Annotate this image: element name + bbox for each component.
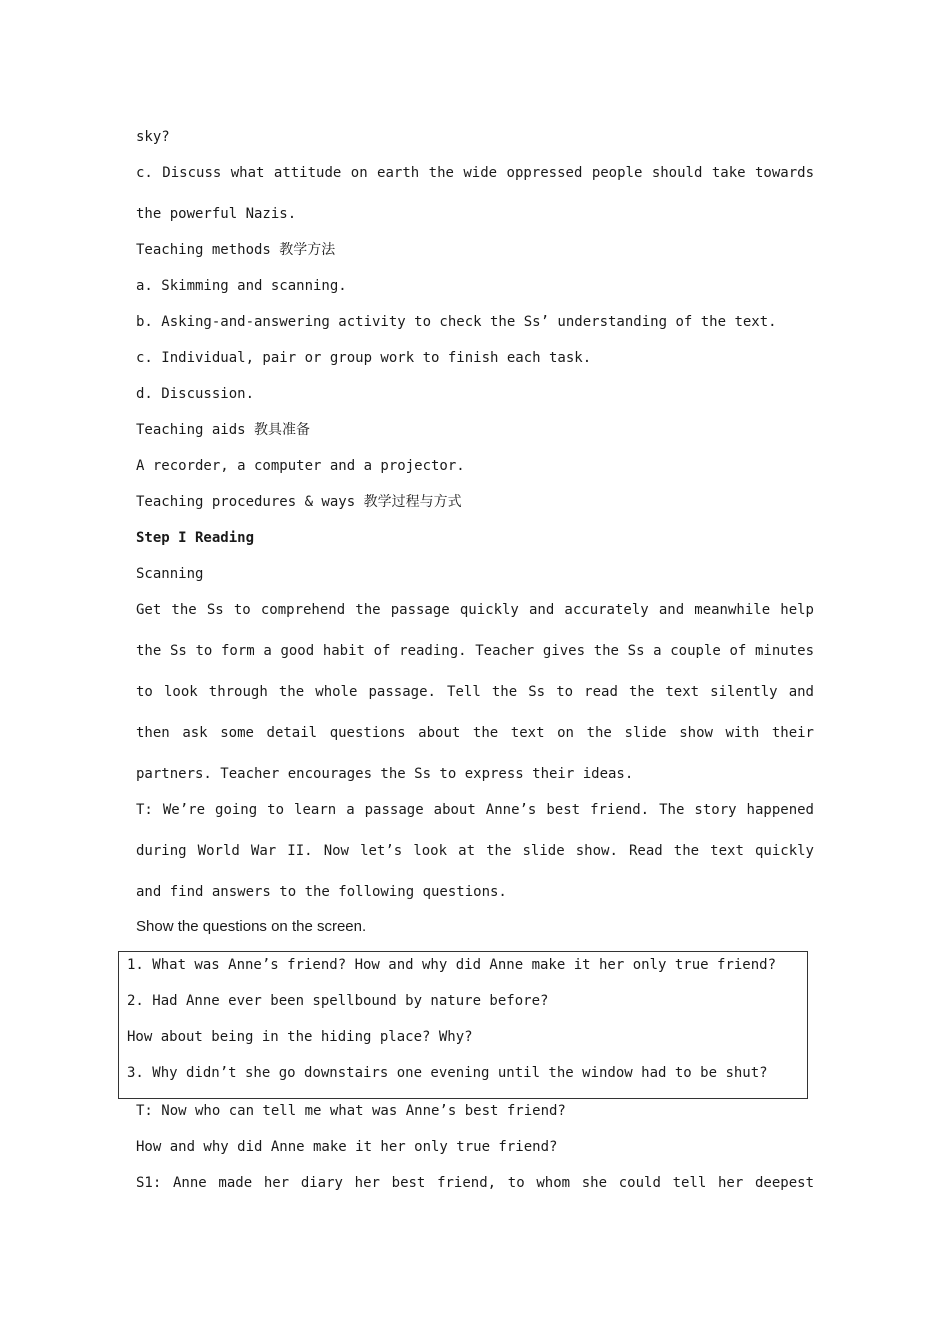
list-item: a. Skimming and scanning.: [136, 278, 347, 294]
text-line: the Ss to form a good habit of reading. Teacher gives the Ss a couple of minutes: [136, 643, 814, 659]
section-heading: Teaching aids 教具准备: [136, 422, 311, 438]
text-line: S1: Anne made her diary her best friend, to whom she could tell her deepest: [136, 1175, 814, 1191]
text-line: then ask some detail questions about the text on the slide show with their: [136, 725, 814, 741]
text-line: c. Discuss what attitude on earth the wide oppressed people should take towards: [136, 165, 814, 181]
subheading: Scanning: [136, 566, 204, 582]
text-line: T: We’re going to learn a passage about Anne’s best friend. The story happened: [136, 802, 814, 818]
text-line: during World War II. Now let’s look at the slide show. Read the text quickly: [136, 843, 814, 859]
list-item: d. Discussion.: [136, 386, 255, 402]
text-line: A recorder, a computer and a projector.: [136, 458, 465, 474]
instruction-line: Show the questions on the screen.: [136, 918, 367, 935]
text-line: sky?: [136, 129, 170, 145]
section-heading: Teaching methods 教学方法: [136, 242, 336, 258]
question-item: How about being in the hiding place? Why?: [127, 1029, 473, 1045]
section-heading: Teaching procedures & ways 教学过程与方式: [136, 494, 462, 510]
text-line: Get the Ss to comprehend the passage quickly and accurately and meanwhile help: [136, 602, 814, 618]
text-line: partners. Teacher encourages the Ss to express their ideas.: [136, 766, 634, 782]
text-line: T: Now who can tell me what was Anne’s best friend?: [136, 1103, 566, 1119]
list-item: c. Individual, pair or group work to finish each task.: [136, 350, 592, 366]
question-item: 1. What was Anne’s friend? How and why did Anne make it her only true friend?: [127, 957, 777, 973]
text-line: and find answers to the following questions.: [136, 884, 507, 900]
step-heading: Step I Reading: [136, 530, 255, 546]
text-line: the powerful Nazis.: [136, 206, 297, 222]
list-item: b. Asking-and-answering activity to check the Ss’ understanding of the text.: [136, 314, 777, 330]
question-item: 3. Why didn’t she go downstairs one evening until the window had to be shut?: [127, 1065, 768, 1081]
text-line: to look through the whole passage. Tell the Ss to read the text silently and: [136, 684, 814, 700]
text-line: How and why did Anne make it her only true friend?: [136, 1139, 558, 1155]
question-item: 2. Had Anne ever been spellbound by nature before?: [127, 993, 549, 1009]
